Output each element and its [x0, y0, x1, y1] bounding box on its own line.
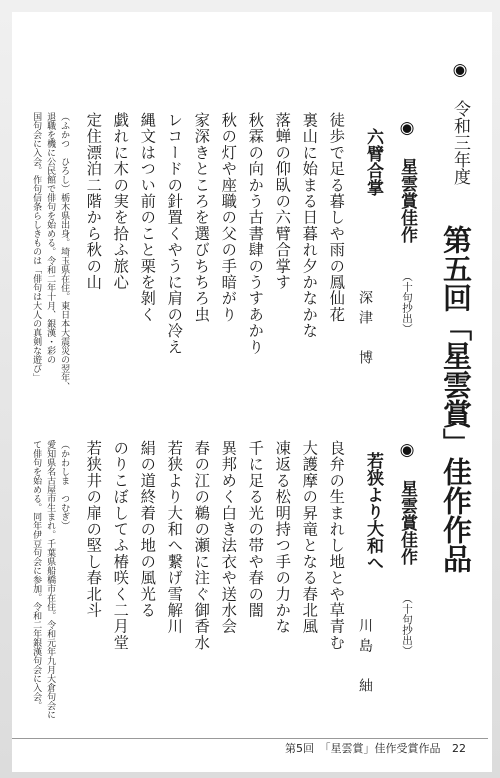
- haiku-line: 落蝉の仰臥の六臂合掌す: [273, 112, 292, 291]
- haiku-line: 良弁の生まれし地とや草青む: [327, 440, 346, 651]
- award-sub-1: （十句抄出）: [401, 593, 413, 656]
- entry-title-2: 六臂合掌: [363, 128, 383, 196]
- haiku-line: 春の江の鵜の瀬に注ぐ御香水: [192, 440, 211, 651]
- entry-title-1: 若狭より大和へ: [363, 452, 383, 571]
- haiku-line: 凍返る松明持つ手の力かな: [273, 440, 292, 635]
- footer-divider: [12, 738, 488, 739]
- bullet-icon: ◉: [397, 118, 417, 138]
- award-heading-1: [395, 440, 420, 656]
- award-sub-2: （十句抄出）: [401, 271, 413, 334]
- page-title: 第五回「星雲賞」佳作作品: [439, 225, 473, 573]
- haiku-line: 千に足る光の帯や春の闇: [246, 440, 265, 619]
- haiku-line: 裏山に始まる日暮れ夕かなかな: [300, 112, 319, 339]
- footer-text: 第5回 「星雲賞」佳作受賞作品: [285, 742, 441, 755]
- haiku-line: レコードの針置くやうに肩の冷え: [165, 112, 184, 355]
- entry-author-2: 深津 博: [357, 290, 373, 370]
- award-heading-2: [395, 118, 420, 334]
- author-bio-line: 愛知県名古屋市生まれ。千葉県船橋市在住。令和元年九月大倉句会に: [45, 440, 56, 719]
- haiku-line: 異邦めく白き法衣や送水会: [219, 440, 238, 635]
- haiku-line: 家深きところを選びちちろ虫: [192, 112, 211, 323]
- haiku-line: 絹の道終着の地の風光る: [138, 440, 157, 619]
- haiku-line: 大護摩の昇竜となる春北風: [300, 440, 319, 635]
- era-label-text: 令和三年度: [450, 100, 470, 185]
- award-label-2: 星雲賞佳作: [397, 158, 417, 243]
- haiku-line: 若狭より大和へ繋げ雪解川: [165, 440, 184, 635]
- haiku-line: 秋霖の向かう古書肆のうすあかり: [246, 112, 265, 355]
- author-bio-line: （ふかつ ひろし）栃木県出身。埼玉県在住。東日本大震災の翌年、: [59, 112, 70, 391]
- author-bio-line: て俳句を始める。同年伊豆句会に参加。令和二年銀漢句会に入会。: [31, 440, 42, 710]
- haiku-line: 秋の灯や座職の父の手暗がり: [219, 112, 238, 323]
- haiku-line: 縄文はつい前のこと栗を剝く: [138, 112, 157, 323]
- author-bio-line: 退職を機に公民館で俳句を始める。令和二年十月、銀漢・彩の: [45, 112, 56, 364]
- page-footer: [285, 740, 466, 756]
- haiku-line: 定住漂泊二階から秋の山: [84, 112, 103, 291]
- page-number: 22: [452, 742, 466, 755]
- bullet-icon: ◉: [397, 440, 417, 460]
- haiku-line: 若狭井の扉の堅し春北斗: [84, 440, 103, 619]
- haiku-line: 徒歩で足る暮しや雨の鳳仙花: [327, 112, 346, 323]
- bullet-icon: ◉: [450, 60, 470, 80]
- haiku-line: 戯れに木の実を拾ふ旅心: [111, 112, 130, 291]
- entry-author-1: 川島 紬: [357, 618, 373, 698]
- haiku-line: のりこぼしてふ椿咲く二月堂: [111, 440, 130, 651]
- author-bio-line: （かわしま つむぎ）: [59, 440, 70, 530]
- award-label-1: 星雲賞佳作: [397, 480, 417, 565]
- era-label: [448, 60, 473, 185]
- author-bio-line: 国句会に入会。作句信条らしきものは「俳句は大人の真剣な遊び」: [31, 112, 42, 382]
